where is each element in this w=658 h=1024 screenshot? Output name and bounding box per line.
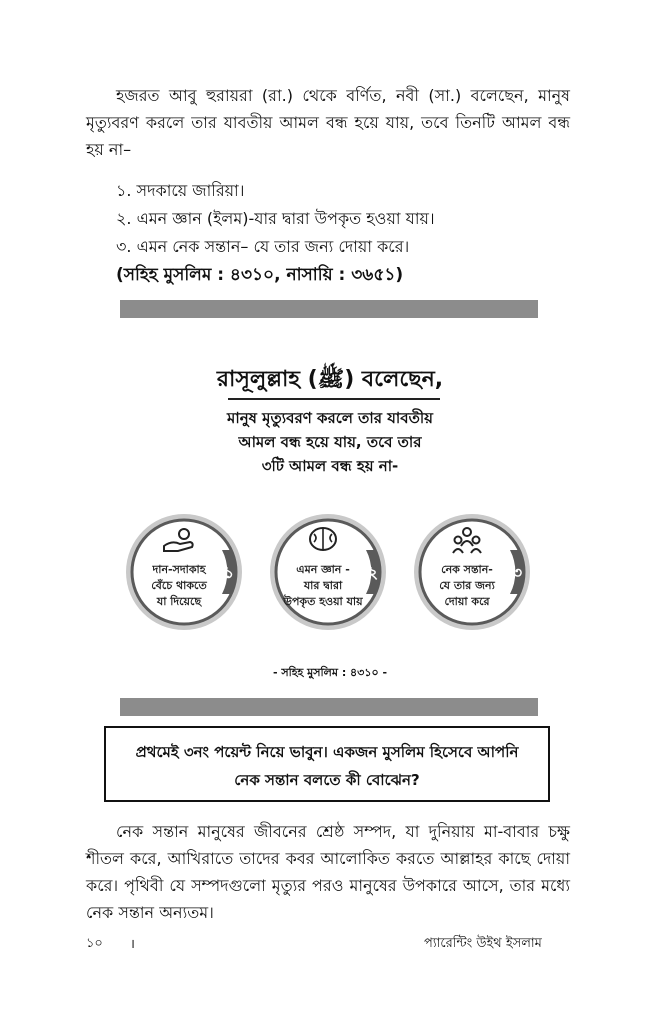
hadith-reference: (সহিহ মুসলিম : ৪৩১০, নাসায়ি : ৩৬৫১): [116, 265, 404, 285]
infographic-body: [190, 406, 470, 478]
list-item: ১. সদকায়ে জারিয়া।: [116, 181, 245, 200]
list-item: ৩. এমন নেক সন্তান– যে তার জন্য দোয়া করে।: [116, 237, 410, 256]
deed-circle-2: [266, 510, 390, 634]
infographic-title: রাসূলুল্লাহ (ﷺ) বলেছেন,: [216, 367, 444, 392]
body-line: মানুষ মৃত্যুবরণ করলে তার যাবতীয়: [227, 409, 433, 427]
closing-paragraph: নেক সন্তান মানুষের জীবনের শ্রেষ্ঠ সম্পদ, যা দুনিয়ায় মা-বাবার চক্ষু শীতল করে, আখিরাতে তাদের কবর আলোকিত করতে আল্লাহর কাছে দোয়া করে। পৃথিবী যে সম্পদগুলো মৃত্যুর পরও মানুষের উপকারে আসে, তার মধ্যে নেক সন্তান অন্যতম।: [86, 822, 570, 922]
book-title: প্যারেন্টিং উইথ ইসলাম: [424, 936, 542, 951]
infographic-source: - সহিহ মুসলিম : ৪৩১০ -: [272, 666, 388, 679]
title-underline: [228, 398, 440, 400]
deed-circle-3: [410, 510, 534, 634]
deed-number-3: ৩: [511, 563, 523, 582]
page-number: ১০: [86, 936, 103, 951]
deed-text-2: এমন জ্ঞান - যার দ্বারা উপকৃত হওয়া যায়: [283, 563, 363, 608]
deed-text-1: দান-সদাকাহ বেঁচে থাকতে যা দিয়েছে: [151, 563, 207, 608]
divider-bar-bottom: [120, 698, 538, 716]
question-text: প্রথমেই ৩নং পয়েন্ট নিয়ে ভাবুন। একজন মুসলিম হিসেবে আপনি নেক সন্তান বলতে কী বোঝেন?: [135, 743, 519, 789]
footer-separator: ।: [130, 937, 135, 952]
deed-number-1: ১: [223, 563, 235, 582]
list-item: ২. এমন জ্ঞান (ইলম)-যার দ্বারা উপকৃত হওয়া যায়।: [116, 209, 435, 228]
body-line: আমল বন্ধ হয়ে যায়, তবে তার: [238, 433, 422, 451]
question-box: [104, 726, 550, 802]
deed-number-2: ২: [367, 563, 379, 582]
divider-bar-top: [120, 300, 538, 318]
deed-circle-1: [122, 510, 246, 634]
body-line: ৩টি আমল বন্ধ হয় না-: [261, 457, 399, 475]
deed-text-3: নেক সন্তান- যে তার জন্য দোয়া করে: [439, 563, 495, 608]
intro-paragraph: হজরত আবু হুরায়রা (রা.) থেকে বর্ণিত, নবী (সা.) বলেছেন, মানুষ মৃত্যুবরণ করলে তার যাবতীয় আমল বন্ধ হয়ে যায়, তবে তিনটি আমল বন্ধ হয় না–: [86, 86, 570, 159]
